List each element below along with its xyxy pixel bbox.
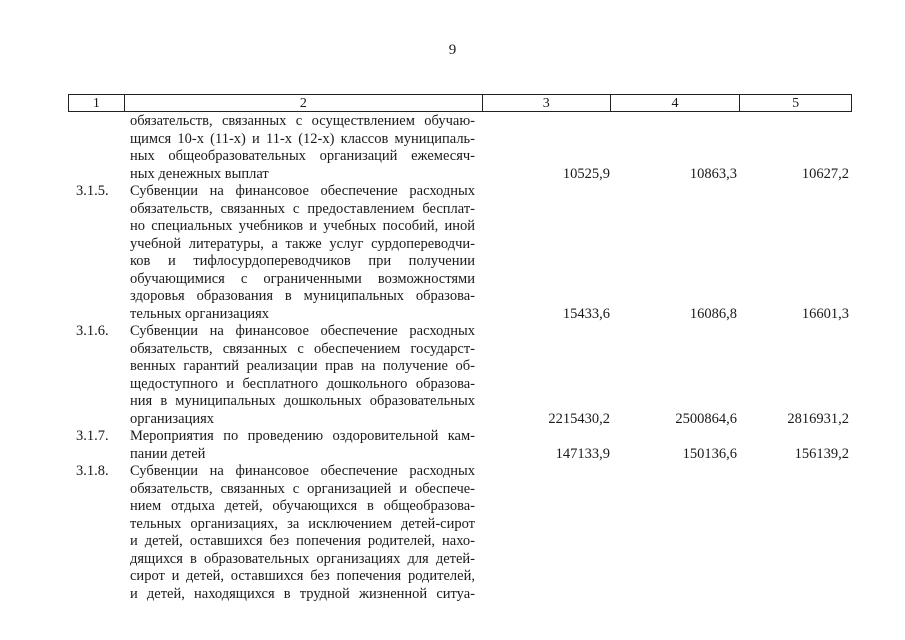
description-line: нием отдыха детей, обучающихся в общеобразова- xyxy=(130,498,475,514)
description-line: пании детей xyxy=(130,445,206,462)
description-line: ния в муниципальных дошкольных образовательных xyxy=(130,393,475,409)
description-line: обязательств, связанных с предоставлением бесплат- xyxy=(130,200,475,217)
value-col-3: 147133,9 xyxy=(555,445,610,462)
description-line: сирот и детей, оставшихся без попечения родителей, xyxy=(130,568,475,584)
value-col-5: 16601,3 xyxy=(801,305,849,322)
description-line: и детей, оставшихся без попечения родителей, нахо- xyxy=(130,533,475,549)
table-row xyxy=(0,113,905,183)
description-line: ных общеобразовательных организаций ежемесяч- xyxy=(130,148,475,164)
description-line: Субвенции на финансовое обеспечение расходных xyxy=(130,323,475,339)
description-line: дящихся в образовательных организациях для детей- xyxy=(130,550,475,567)
value-col-5: 156139,2 xyxy=(794,445,849,462)
column-header-2: 2 xyxy=(125,95,483,111)
value-col-5: 2816931,2 xyxy=(787,410,849,427)
description-line: тельных организациях xyxy=(130,305,270,322)
column-header-1: 1 xyxy=(69,95,125,111)
value-col-4: 150136,6 xyxy=(682,445,737,462)
table-body xyxy=(0,113,905,603)
table-column-header xyxy=(68,94,852,112)
value-col-4: 2500864,6 xyxy=(675,410,737,427)
column-header-4: 4 xyxy=(611,95,741,111)
column-header-3: 3 xyxy=(483,95,611,111)
description-line: Субвенции на финансовое обеспечение расходных xyxy=(130,463,475,479)
value-col-3: 10525,9 xyxy=(562,165,610,182)
table-row xyxy=(0,463,905,603)
description-line: щимся 10-х (11-х) и 11-х (12-х) классов муниципаль- xyxy=(130,130,475,147)
description-line: но специальных учебников и учебных пособий, иной xyxy=(130,218,475,234)
row-description xyxy=(130,463,475,603)
table-row xyxy=(0,323,905,428)
row-description xyxy=(130,323,475,428)
description-line: Мероприятия по проведению оздоровительной кам- xyxy=(130,428,475,444)
description-line: ков и тифлосурдопереводчиков при получении xyxy=(130,253,475,269)
description-line: здоровья образования в муниципальных образова- xyxy=(130,288,475,304)
row-number: 3.1.8. xyxy=(76,463,109,479)
table-row xyxy=(0,183,905,323)
description-line: обязательств, связанных с обеспечением государст- xyxy=(130,340,475,357)
row-description xyxy=(130,183,475,323)
value-col-4: 10863,3 xyxy=(689,165,737,182)
description-line: организациях xyxy=(130,410,215,427)
row-number: 3.1.7. xyxy=(76,428,109,444)
description-line: обязательств, связанных с организацией и обеспече- xyxy=(130,480,475,497)
value-col-5: 10627,2 xyxy=(801,165,849,182)
value-col-4: 16086,8 xyxy=(689,305,737,322)
description-line: и детей, находящихся в трудной жизненной ситуа- xyxy=(130,585,475,602)
description-line: учебной литературы, а также услуг сурдопереводчи- xyxy=(130,235,475,252)
row-number: 3.1.5. xyxy=(76,183,109,199)
row-description xyxy=(130,428,475,463)
description-line: венных гарантий реализации прав на получение об- xyxy=(130,358,475,374)
description-line: обязательств, связанных с осуществлением обучаю- xyxy=(130,113,475,129)
description-line: ных денежных выплат xyxy=(130,165,269,182)
description-line: тельных организациях, за исключением детей-сирот xyxy=(130,515,475,532)
description-line: щедоступного и бесплатного дошкольного образова- xyxy=(130,375,475,392)
value-col-3: 2215430,2 xyxy=(548,410,610,427)
description-line: обучающимися с ограниченными возможностями xyxy=(130,270,475,287)
row-description xyxy=(130,113,475,183)
row-number: 3.1.6. xyxy=(76,323,109,339)
column-header-5: 5 xyxy=(792,96,800,111)
page-number: 9 xyxy=(448,42,457,58)
table-row xyxy=(0,428,905,463)
value-col-3: 15433,6 xyxy=(562,305,610,322)
description-line: Субвенции на финансовое обеспечение расходных xyxy=(130,183,475,199)
